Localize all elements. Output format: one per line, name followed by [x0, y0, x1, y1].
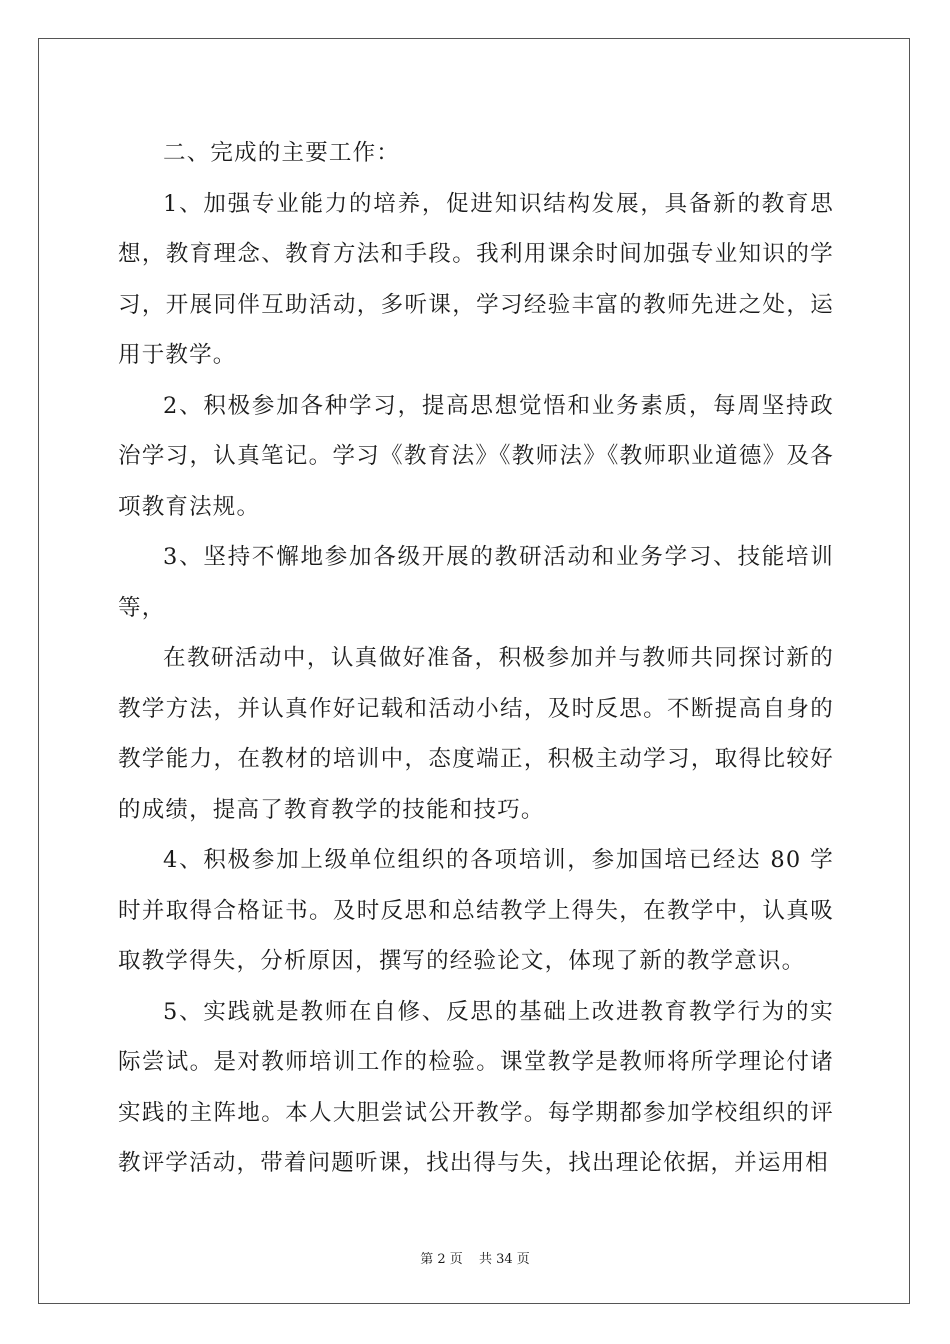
page-total: 共 34 页: [478, 1252, 530, 1267]
paragraph-2: 2、积极参加各种学习，提高思想觉悟和业务素质，每周坚持政治学习，认真笔记。学习《教育法》《教师法》《教师职业道德》及各项教育法规。: [118, 392, 834, 520]
page-footer: [0, 1248, 950, 1267]
document-body: [118, 128, 834, 1189]
page-number: 第 2 页: [420, 1252, 463, 1267]
paragraph-5: 5、实践就是教师在自修、反思的基础上改进教育教学行为的实际尝试。是对教师培训工作的检验。课堂教学是教师将所学理论付诸实践的主阵地。本人大胆尝试公开教学。每学期都参加学校组织的评教评学活动，带着问题听课，找出得与失，找出理论依据，并运用相: [118, 998, 834, 1176]
paragraph-4: 4、积极参加上级单位组织的各项培训，参加国培已经达 80 学时并取得合格证书。及时反思和总结教学上得失，在教学中，认真吸取教学得失，分析原因，撰写的经验论文，体现了新的教学意识。: [118, 847, 834, 974]
paragraph-1: 1、加强专业能力的培养，促进知识结构发展，具备新的教育思想，教育理念、教育方法和手段。我利用课余时间加强专业知识的学习，开展同伴互助活动，多听课，学习经验丰富的教师先进之处，运用于教学。: [118, 190, 834, 368]
paragraph-3-continued: 在教研活动中，认真做好准备，积极参加并与教师共同探讨新的教学方法，并认真作好记载和活动小结，及时反思。不断提高自身的教学能力，在教材的培训中，态度端正，积极主动学习，取得比较好的成绩，提高了教育教学的技能和技巧。: [118, 645, 834, 823]
section-heading: 二、完成的主要工作：: [163, 140, 401, 166]
paragraph-3: 3、坚持不懈地参加各级开展的教研活动和业务学习、技能培训等，: [118, 544, 834, 621]
